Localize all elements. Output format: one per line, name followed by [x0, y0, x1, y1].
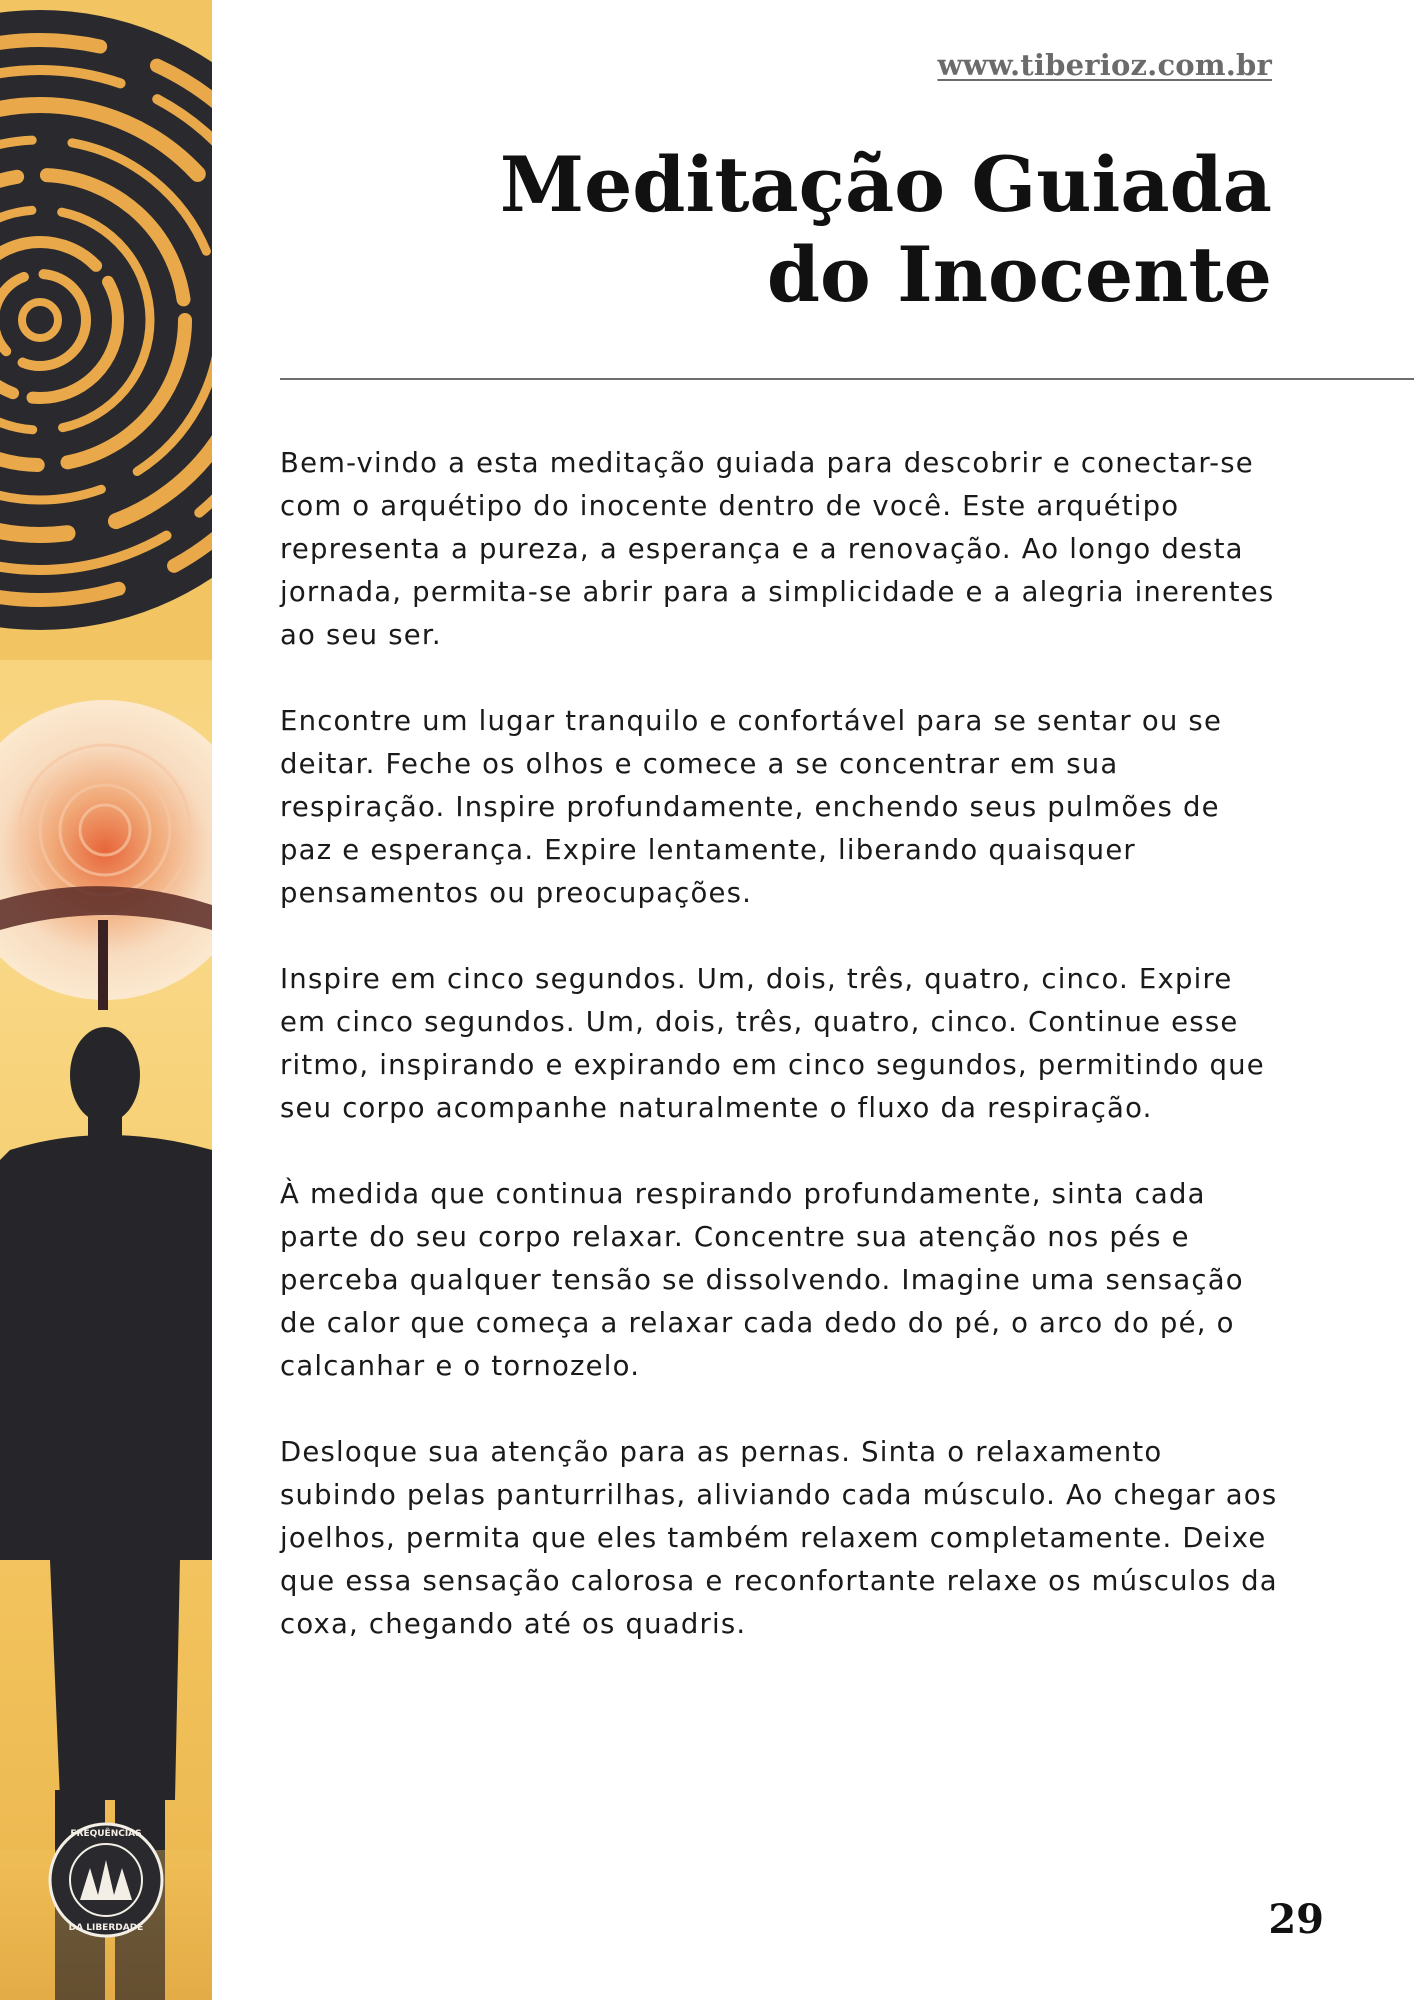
page-title: [372, 140, 1272, 320]
title-divider: [280, 378, 1414, 380]
logo-bottom-text: DA LIBERDADE: [68, 1923, 144, 1933]
website-link[interactable]: www.tiberioz.com.br: [937, 48, 1272, 82]
paragraph: Desloque sua atenção para as pernas. Sinta o relaxamento subindo pelas panturrilhas, aliviando cada músculo. Ao chegar aos joelhos, permita que eles também relaxem completamente. Deixe que essa sensação calorosa e reconfortante relaxe os músculos da coxa, chegando até os quadris.: [280, 1436, 1278, 1640]
paragraph: Encontre um lugar tranquilo e confortável para se sentar ou se deitar. Feche os olhos e comece a se concentrar em sua respiração. Inspire profundamente, enchendo seus pulmões de paz e esperança. Expire lentamente, liberando quaisquer pensamentos ou preocupações.: [280, 705, 1223, 909]
paragraph: Bem-vindo a esta meditação guiada para descobrir e conectar-se com o arquétipo do inocente dentro de você. Este arquétipo representa a pureza, a esperança e a renovação. Ao longo desta jornada, permita-se abrir para a simplicidade e a alegria inerentes ao seu ser.: [280, 447, 1275, 651]
title-line-1: Meditação Guiada: [499, 140, 1272, 229]
title-line-2: do Inocente: [766, 230, 1272, 319]
meditation-illustration: [0, 0, 212, 2000]
logo-top-text: FREQUÊNCIAS: [70, 1829, 142, 1839]
paragraph: À medida que continua respirando profundamente, sinta cada parte do seu corpo relaxar. Concentre sua atenção nos pés e perceba qualquer tensão se dissolvendo. Imagine uma sensação de calor que começa a relaxar cada dedo do pé, o arco do pé, o calcanhar e o tornozelo.: [280, 1178, 1244, 1382]
paragraph: Inspire em cinco segundos. Um, dois, três, quatro, cinco. Expire em cinco segundos. Um, dois, três, quatro, cinco. Continue esse ritmo, inspirando e expirando em cinco segundos, permitindo que seu corpo acompanhe naturalmente o fluxo da respiração.: [280, 963, 1265, 1124]
logo-seal: [50, 1824, 162, 1936]
body-text: [280, 442, 1280, 1689]
page-number: 29: [1268, 1896, 1324, 1943]
side-artwork: [0, 0, 212, 2000]
